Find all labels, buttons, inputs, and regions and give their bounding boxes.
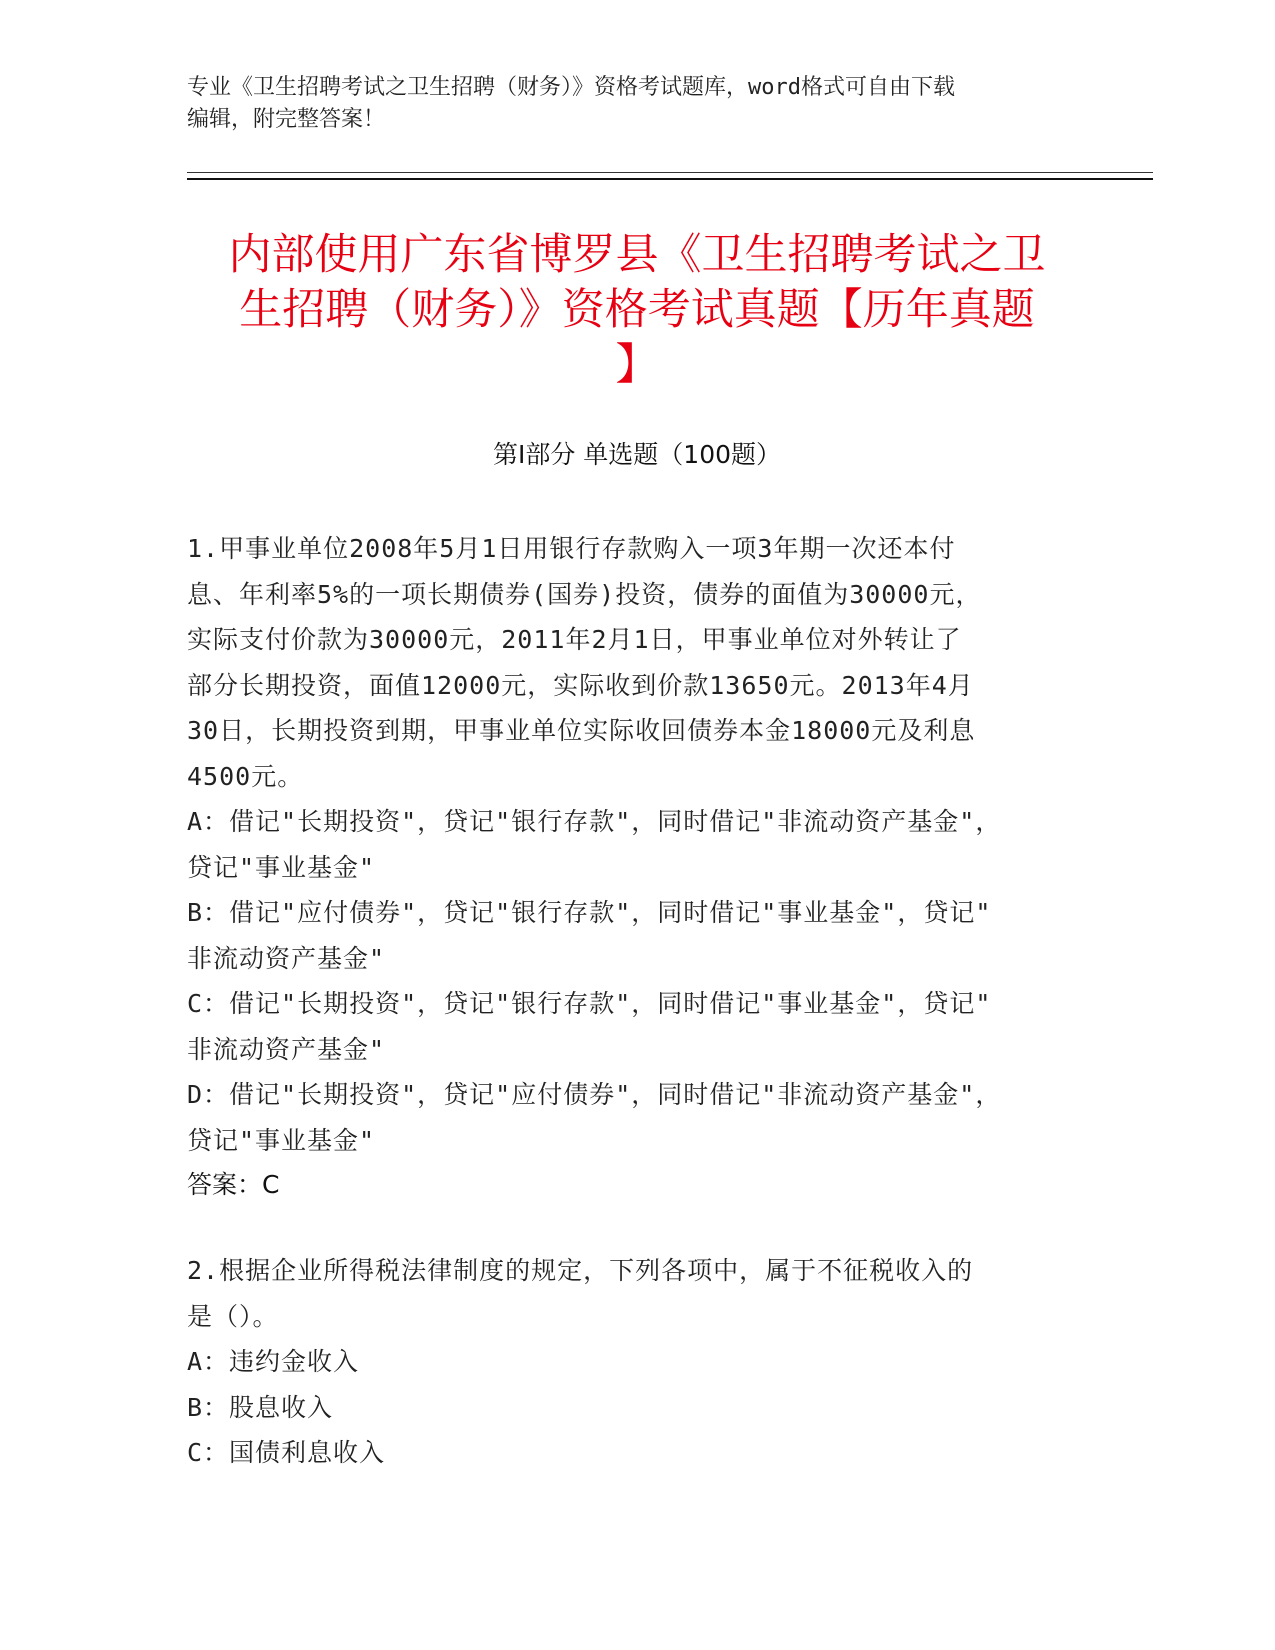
header-divider-thick <box>187 178 1153 180</box>
document-title-line: 生招聘（财务）》资格考试真题【历年真题 <box>239 285 1035 335</box>
question-stem-line: 2.根据企业所得税法律制度的规定，下列各项中，属于不征税收入的 <box>187 1256 974 1285</box>
section-title: 第Ⅰ部分 单选题（100题） <box>492 440 782 469</box>
document-title-line: 】 <box>615 340 659 390</box>
question-1-answer: 答案：C <box>187 1170 280 1199</box>
header-note-line: 专业《卫生招聘考试之卫生招聘（财务）》资格考试题库，word格式可自由下载 <box>187 75 955 100</box>
header-note <box>187 72 1067 136</box>
question-stem-line: 30日，长期投资到期，甲事业单位实际收回债券本金18000元及利息 <box>187 716 976 745</box>
option-d-continued: 贷记"事业基金" <box>187 1125 376 1155</box>
question-1 <box>187 526 1067 1163</box>
option-c: C：国债利息收入 <box>187 1438 386 1467</box>
question-stem-line: 部分长期投资，面值12000元，实际收到价款13650元。2013年4月 <box>187 670 974 700</box>
option-a: A：借记"长期投资"，贷记"银行存款"，同时借记"非流动资产基金"， <box>187 807 1002 836</box>
document-title-line: 内部使用广东省博罗县《卫生招聘考试之卫 <box>228 230 1046 280</box>
question-stem-line: 息、年利率5%的一项长期债券(国券)投资，债券的面值为30000元， <box>187 579 982 609</box>
option-a: A：违约金收入 <box>187 1347 360 1376</box>
option-c: C：借记"长期投资"，贷记"银行存款"，同时借记"事业基金"，贷记" <box>187 989 992 1018</box>
question-stem-line: 1.甲事业单位2008年5月1日用银行存款购入一项3年期一次还本付 <box>187 534 956 563</box>
option-b-continued: 非流动资产基金" <box>187 943 386 973</box>
question-stem-line: 是（）。 <box>187 1301 279 1331</box>
option-d: D：借记"长期投资"，贷记"应付债券"，同时借记"非流动资产基金"， <box>187 1080 1002 1109</box>
option-b: B：借记"应付债券"，贷记"银行存款"，同时借记"事业基金"，贷记" <box>187 898 992 927</box>
question-2 <box>187 1248 1067 1476</box>
option-c-continued: 非流动资产基金" <box>187 1034 386 1064</box>
option-b: B：股息收入 <box>187 1392 334 1422</box>
option-a-continued: 贷记"事业基金" <box>187 852 376 882</box>
question-stem-line: 4500元。 <box>187 761 304 791</box>
document-title <box>187 228 1087 393</box>
header-divider-thin <box>187 172 1153 173</box>
question-stem-line: 实际支付价款为30000元，2011年2月1日，甲事业单位对外转让了 <box>187 625 962 654</box>
header-note-line: 编辑，附完整答案！ <box>187 107 386 132</box>
